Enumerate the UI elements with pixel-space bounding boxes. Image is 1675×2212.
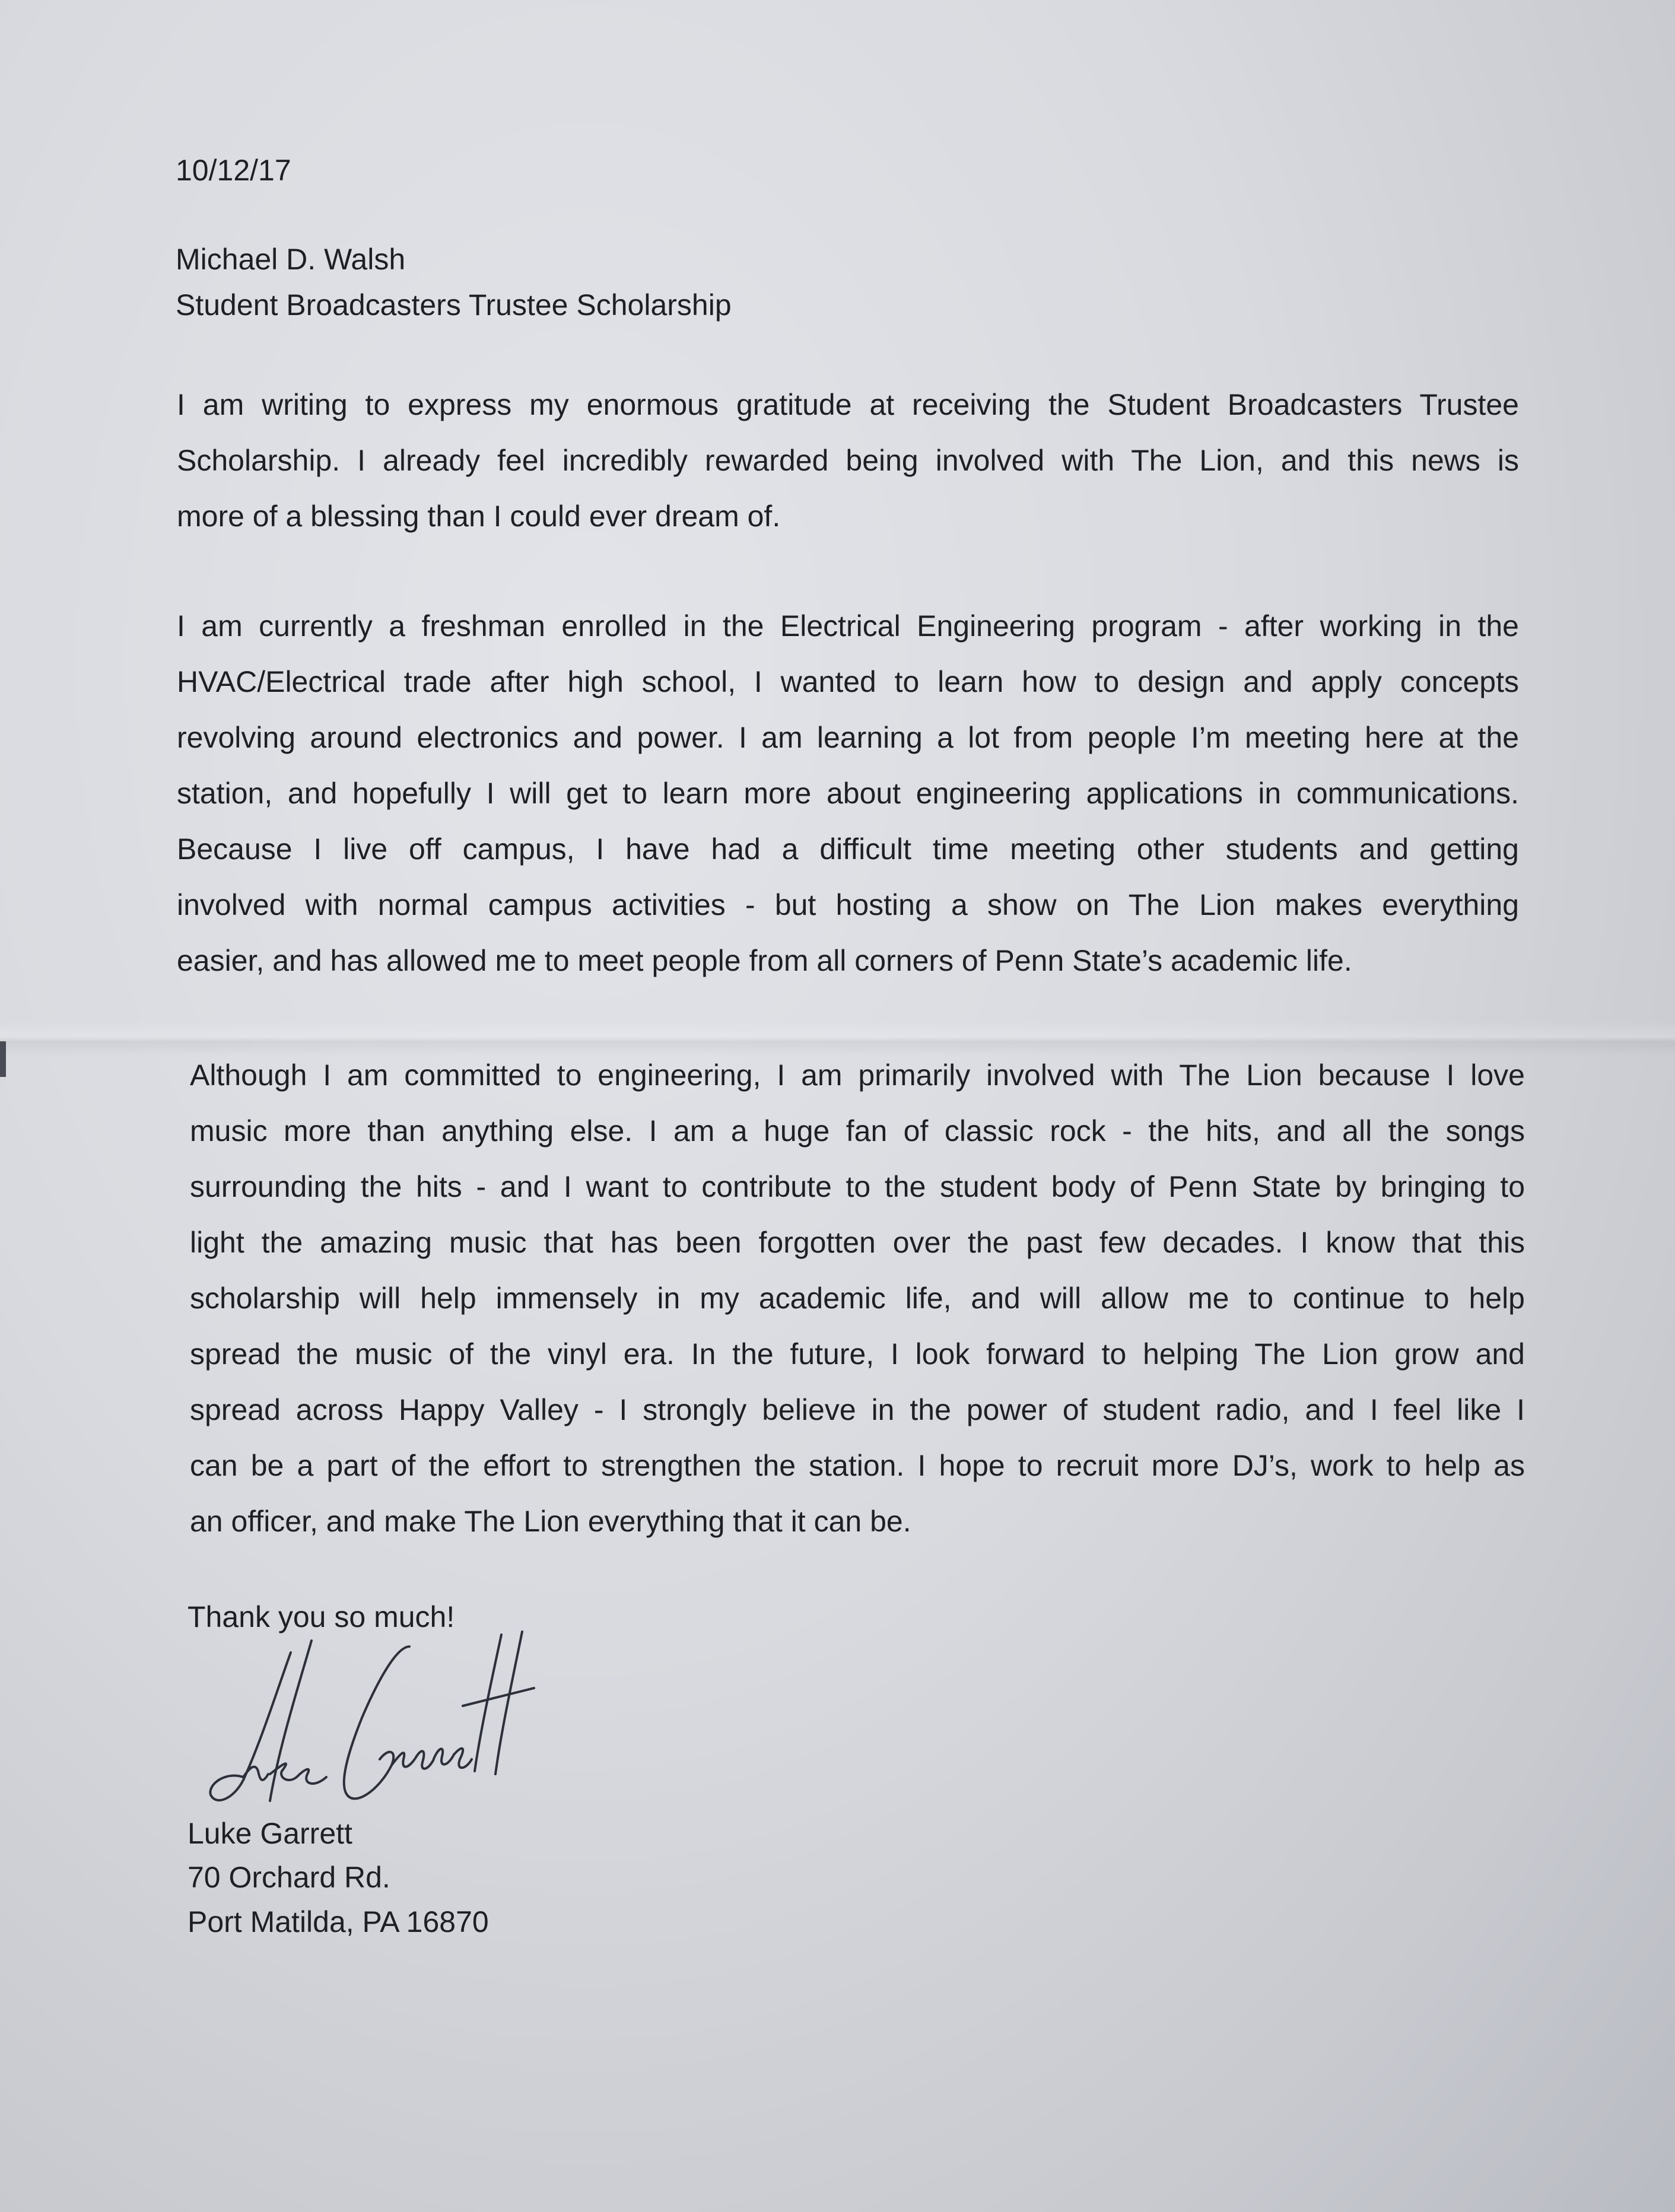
paragraph-line: surrounding the hits - and I want to contribute to the student body of Penn State by bringing to <box>190 1170 1525 1203</box>
paragraph-line: HVAC/Electrical trade after high school, I wanted to learn how to design and apply concepts <box>177 665 1519 698</box>
paragraph-3 <box>190 1047 1525 1549</box>
closing-line: Thank you so much! <box>187 1600 455 1633</box>
paragraph-line: can be a part of the effort to strengthen the station. I hope to recruit more DJ’s, work to help as <box>190 1449 1525 1482</box>
paragraph-line: Scholarship. I already feel incredibly rewarded being involved with The Lion, and this news is <box>177 444 1519 477</box>
sender-name: Luke Garrett <box>187 1817 352 1850</box>
paragraph-1 <box>177 377 1519 544</box>
paragraph-line: revolving around electronics and power. I am learning a lot from people I’m meeting here at the <box>177 721 1519 754</box>
letter-date: 10/12/17 <box>176 154 291 187</box>
sender-city-state-zip: Port Matilda, PA 16870 <box>187 1905 489 1938</box>
paragraph-line: spread the music of the vinyl era. In the future, I look forward to helping The Lion grow and <box>190 1337 1525 1371</box>
paragraph-line: Because I live off campus, I have had a difficult time meeting other students and getting <box>177 832 1519 866</box>
paragraph-line: scholarship will help immensely in my academic life, and will allow me to continue to help <box>190 1282 1525 1315</box>
sender-street: 70 Orchard Rd. <box>187 1861 390 1894</box>
paragraph-line: involved with normal campus activities - but hosting a show on The Lion makes everything <box>177 888 1519 921</box>
paragraph-line: easier, and has allowed me to meet people from all corners of Penn State’s academic life. <box>177 944 1352 977</box>
paragraph-2 <box>177 598 1519 989</box>
paragraph-line: I am currently a freshman enrolled in the Electrical Engineering program - after working in the <box>177 609 1519 643</box>
recipient-organization: Student Broadcasters Trustee Scholarship <box>176 288 732 322</box>
paragraph-line: I am writing to express my enormous gratitude at receiving the Student Broadcasters Trustee <box>177 388 1519 421</box>
paragraph-line: station, and hopefully I will get to learn more about engineering applications in communications. <box>177 777 1519 810</box>
paragraph-line: light the amazing music that has been forgotten over the past few decades. I know that this <box>190 1226 1525 1259</box>
handwritten-signature <box>202 1629 581 1813</box>
paragraph-line: spread across Happy Valley - I strongly believe in the power of student radio, and I feel like I <box>190 1393 1525 1426</box>
paragraph-line: an officer, and make The Lion everything that it can be. <box>190 1505 911 1538</box>
recipient-name: Michael D. Walsh <box>176 243 406 276</box>
paper-edge-mark <box>0 1041 6 1077</box>
paragraph-line: music more than anything else. I am a huge fan of classic rock - the hits, and all the songs <box>190 1114 1525 1148</box>
paragraph-line: more of a blessing than I could ever dream of. <box>177 500 781 533</box>
paragraph-line: Although I am committed to engineering, I am primarily involved with The Lion because I love <box>190 1059 1525 1092</box>
